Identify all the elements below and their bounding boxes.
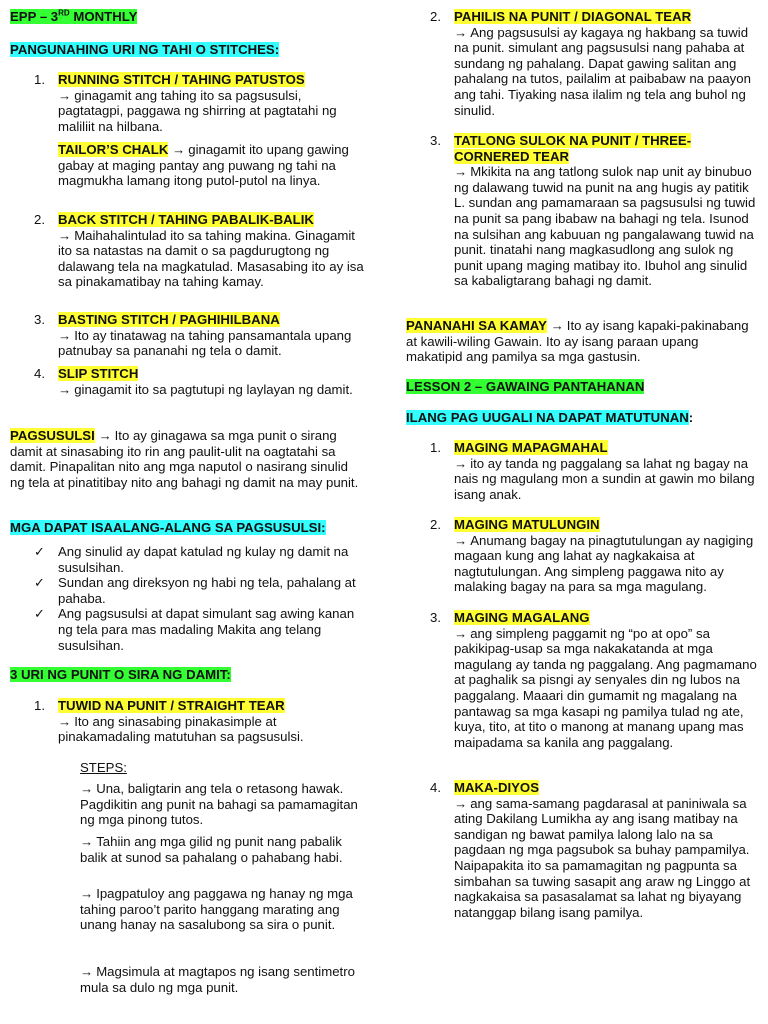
dapat-list [34,544,364,653]
checkmark-icon: ✓ [34,606,45,622]
arrow-icon: → [80,781,94,796]
arrow-icon: → [454,532,468,548]
arrow-icon: → [58,713,72,729]
arrow-icon: → [454,795,468,811]
tear-item-3: 3. TATLONG SULOK NA PUNIT / THREE- CORNERED TEAR → Mkikita na ang tatlong sulok nap unit ay binubuo ng dalawang tuwid na punit na ang hugis ay patitik L. sundan ang pamamaraan sa pagsusulsi ng tuwid na punit sa pang ibabaw na bahagi ng tela. Isunod na sulsihan ang kabuuan ng pangalawang tuwid na punit. tinatahi nang magkasudlong ang sulok ng punit upang maging matibay ito. Ibuhol ang sinulid sa kabaligtarang bahagi ng damit. [430,133,756,289]
lesson-2-heading: LESSON 2 – GAWAING PANTAHANAN [406,379,645,394]
list-item: ✓ Ang pagsusulsi at dapat simulant sag awing kanan ng tela para mas madaling Makita ang telang susulsihan. [34,606,355,653]
list-item: ✓ Sundan ang direksyon ng habi ng tela, pahalang at pahaba. [34,575,356,606]
stitch-item-4: 4. SLIP STITCH → ginagamit ito sa pagtutupi ng laylayan ng damit. [34,366,353,397]
stitch-item-3: 3. BASTING STITCH / PAGHIHILBANA → Ito ay tinatawag na tahing pansamantala upang patnubay sa pananahi ng tela o damit. [34,312,352,359]
stitches-heading: PANGUNAHING URI NG TAHI O STITCHES: [10,42,280,57]
page-title: EPP – 3RD MONTHLY [10,8,138,24]
arrow-icon: → [454,164,468,180]
arrow-icon: → [98,428,112,443]
pananahi-paragraph: PANANAHI SA KAMAY → Ito ay isang kapaki-pakinabang at kawili-wiling Gawain. Ito ay isang paraan upang makatipid ang pamilya sa mga gastusin. [406,318,749,365]
arrow-icon: → [80,886,94,901]
tear-item-1: 1. TUWID NA PUNIT / STRAIGHT TEAR → Ito ang sinasabing pinakasimple at pinakamadaling matutuhan sa pagsusulsi. [34,698,304,745]
arrow-icon: → [58,87,72,103]
arrow-icon: → [58,327,72,343]
checkmark-icon: ✓ [34,544,45,559]
arrow-icon: → [454,455,468,471]
ugali-item-2: 2. MAGING MATULUNGIN → Anumang bagay na pinagtutulungan ay nagiging magaan kung ang lahat ay nagkakaisa at nagtutulungan. Ang simpleng paggawa nito ay malaking bagay na para sa mga magulang. [430,517,754,595]
tear-item-2: 2. PAHILIS NA PUNIT / DIAGONAL TEAR → Ang pagsusulsi ay kagaya ng hakbang sa tuwid na punit. simulant ang pagsusulsi nang pahaba at sundang ng pahalang. Dapat gawing salitan ang pahalang na tutos, pailalim at paibabaw na paayon ang tahi. Tiyaking nasa ilalim ng tela ang buhol ng sinulid. [430,9,751,118]
step-1: → Una, baligtarin ang tela o retasong hawak. Pagdikitin ang punit na bahagi sa pamamagitan ng mga pinong tutos. [80,781,358,828]
stitch-item-1: 1. RUNNING STITCH / TAHING PATUSTOS → ginagamit ang tahing ito sa pagsusulsi, pagtatagpi, paggawa ng shirring at pagtatahi ng maliliit na hilbana. [34,72,337,134]
step-4: → Magsimula at magtapos ng isang sentimetro mula sa dulo ng mga punit. [80,964,355,995]
ugali-heading: ILANG PAG UUGALI NA DAPAT MATUTUNAN: [406,410,694,425]
ugali-item-3: 3. MAGING MAGALANG → ang simpleng paggamit ng “po at opo” sa pakikipag-usap sa mga nakakatanda at mga magulang ay tanda ng paggalang. Ang pagmamano at paghalik sa pisngi ay senyales din ng lubos na paggalang. Maaari din gumamit ng magalang na pantawag sa mga kasapi ng pamilya tulad ng ate, kuya, tito, at tito o manong at manang upang mas maipadama sa kanila ang paggalang. [430,610,757,750]
arrow-icon: → [58,227,72,243]
arrow-icon: → [454,625,468,641]
step-2: → Tahiin ang mga gilid ng punit nang pabalik balik at sunod sa pahalang o pahabang habi. [80,834,343,865]
stitch-item-2: 2. BACK STITCH / TAHING PABALIK-BALIK → Maihahalintulad ito sa tahing makina. Ginagamit ito sa natastas na damit o sa pagdurugtong ng dalawang tela na magkatulad. Masasabing ito ay isa sa pinakamatibay na tahing kamay. [34,212,364,290]
arrow-icon: → [58,381,72,397]
tailors-chalk-note: TAILOR’S CHALK → ginagamit ito upang gawing gabay at maging pantay ang puwang ng tahi na magmukha lamang itong putol-putol na linya. [58,142,349,189]
arrow-icon: → [172,142,186,157]
ugali-item-1: 1. MAGING MAPAGMAHAL → ito ay tanda ng paggalang sa lahat ng bagay na nais ng magulang mon a sundin at gawin mo bilang isang anak. [430,440,755,502]
steps-label: STEPS: [80,760,127,775]
pagsusulsi-paragraph: PAGSUSULSI → Ito ay ginagawa sa mga punit o sirang damit at sinasabing ito rin ang paulit-ulit na oagtatahi sa damit. Pinapalitan nito ang mga naputol o nasirang sinulid ng tela at pinatitibay nito ang bahagi ng damit na may punit. [10,428,359,490]
punit-heading: 3 URI NG PUNIT O SIRA NG DAMIT: [10,667,231,682]
list-item: ✓ Ang sinulid ay dapat katulad ng kulay ng damit na susulsihan. [34,544,349,575]
arrow-icon: → [454,24,468,40]
arrow-icon: → [80,964,94,979]
ugali-item-4: 4. MAKA-DIYOS → ang sama-samang pagdarasal at paniniwala sa ating Dakilang Lumikha ay ang isang matibay na sandigan ng bawat pamilya lalong lalo na sa pagdaan ng mga pagsubok sa buhay pampamilya. Naipapakita ito sa pamamagitan ng pagpunta sa simbahan sa tuwing sasapit ang araw ng Linggo at nagkakaisa sa pasasalamat sa lahat ng biyayang natanggap bilang isang pamilya. [430,780,751,920]
arrow-icon: → [80,834,94,849]
step-3: → Ipagpatuloy ang paggawa ng hanay ng mga tahing paroo’t parito hanggang marating ang unang hanay na sasalubong sa sira o punit. [80,886,353,933]
arrow-icon: → [550,318,564,333]
checkmark-icon: ✓ [34,575,45,591]
dapat-heading: MGA DAPAT ISAALANG-ALANG SA PAGSUSULSI: [10,520,326,535]
